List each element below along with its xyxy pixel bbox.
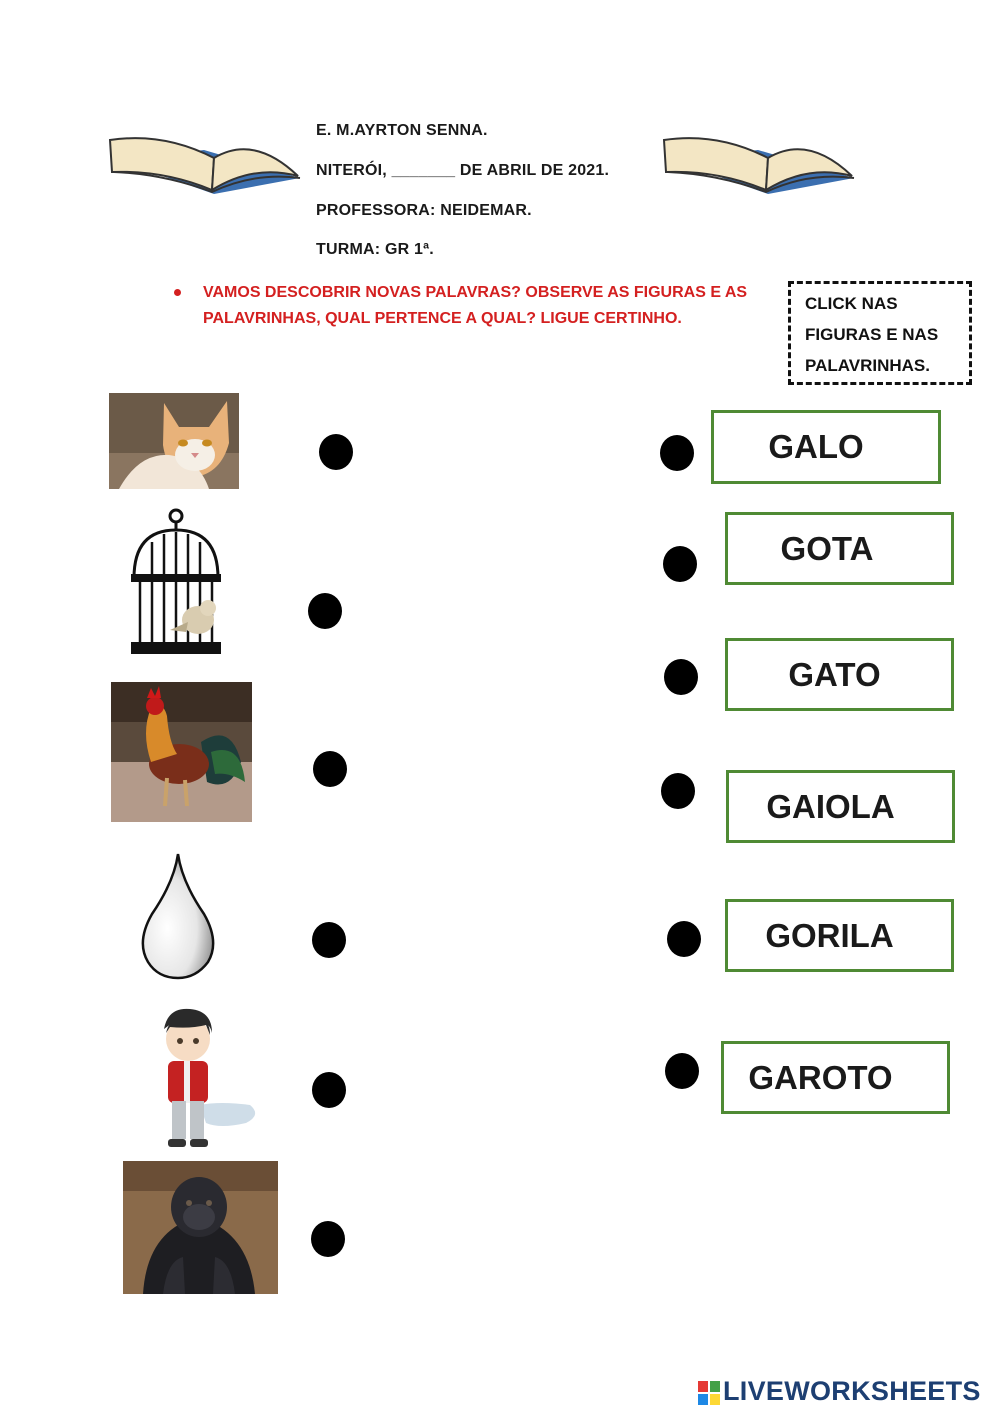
word-dot-1[interactable] — [660, 435, 694, 471]
open-book-icon — [104, 130, 304, 202]
bullet-icon — [174, 289, 181, 296]
word-box-gaiola[interactable] — [726, 770, 955, 843]
word-label: GATO — [788, 655, 881, 693]
click-instruction-box — [788, 281, 972, 385]
school-name: E. M.AYRTON SENNA. — [316, 122, 488, 139]
word-label: GORILA — [765, 916, 894, 954]
word-box-galo[interactable] — [711, 410, 941, 484]
water-drop-image[interactable] — [138, 852, 218, 980]
word-box-gota[interactable] — [725, 512, 954, 585]
open-book-icon — [658, 130, 858, 202]
word-dot-2[interactable] — [663, 546, 697, 582]
instruction-text — [203, 280, 773, 332]
click-note-line-1: CLICK NAS — [805, 294, 898, 313]
liveworksheets-logo-text: LIVEWORKSHEETS — [723, 1376, 981, 1406]
word-box-gato[interactable] — [725, 638, 954, 711]
word-box-garoto[interactable] — [721, 1041, 950, 1114]
cat-image[interactable] — [109, 393, 239, 489]
word-dot-5[interactable] — [667, 921, 701, 957]
class-name: TURMA: GR 1ª. — [316, 241, 434, 258]
word-dot-4[interactable] — [661, 773, 695, 809]
instruction-line-2: PALAVRINHAS, QUAL PERTENCE A QUAL? LIGUE CERTINHO. — [203, 310, 682, 327]
picture-dot-1[interactable] — [319, 434, 353, 470]
birdcage-image[interactable] — [128, 508, 228, 658]
word-label: GAIOLA — [766, 787, 895, 825]
word-label: GOTA — [780, 529, 874, 567]
date-line: NITERÓI, _______ DE ABRIL DE 2021. — [316, 162, 610, 179]
word-box-gorila[interactable] — [725, 899, 954, 972]
word-dot-3[interactable] — [664, 659, 698, 695]
click-note-line-2: FIGURAS E NAS — [805, 325, 939, 344]
picture-dot-6[interactable] — [311, 1221, 345, 1257]
teacher-name: PROFESSORA: NEIDEMAR. — [316, 202, 532, 219]
word-label: GALO — [768, 428, 864, 465]
word-label: GAROTO — [748, 1058, 893, 1096]
boy-image[interactable] — [150, 1005, 262, 1153]
picture-dot-4[interactable] — [312, 922, 346, 958]
rooster-image[interactable] — [111, 682, 252, 822]
liveworksheets-logo-icon — [698, 1381, 720, 1405]
picture-dot-3[interactable] — [313, 751, 347, 787]
picture-dot-5[interactable] — [312, 1072, 346, 1108]
instruction-line-1: VAMOS DESCOBRIR NOVAS PALAVRAS? OBSERVE AS FIGURAS E AS — [203, 284, 748, 301]
gorilla-image[interactable] — [123, 1161, 278, 1294]
click-note-line-3: PALAVRINHAS. — [805, 356, 930, 375]
picture-dot-2[interactable] — [308, 593, 342, 629]
word-dot-6[interactable] — [665, 1053, 699, 1089]
